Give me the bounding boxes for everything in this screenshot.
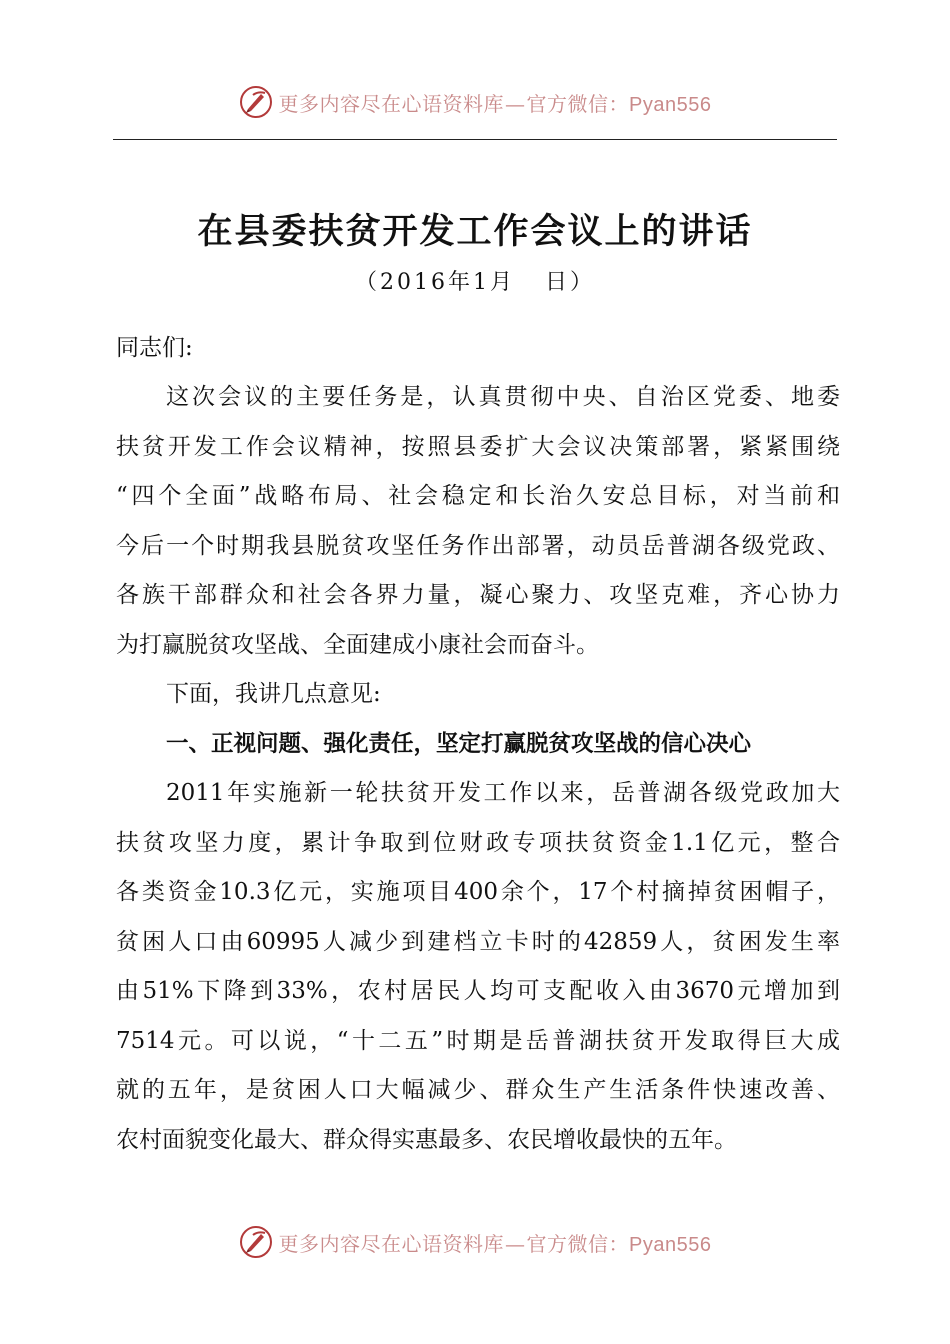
header-divider bbox=[113, 139, 837, 140]
paragraph-1 bbox=[116, 373, 840, 670]
paragraph-line: “四个全面”战略布局、社会稳定和长治久安总目标，对当前和 bbox=[116, 483, 840, 509]
paragraph-line: 2011年实施新一轮扶贫开发工作以来，岳普湖各级党政加大 bbox=[166, 780, 840, 806]
footer-banner bbox=[0, 1222, 950, 1262]
banner-slogan: 更多内容尽在心语资料库 bbox=[278, 91, 505, 116]
banner-wechat-id: Pyan556 bbox=[629, 1233, 712, 1256]
banner-wechat-label: 官方微信： bbox=[526, 1231, 630, 1256]
pen-nib-logo-icon bbox=[239, 85, 273, 119]
paragraph-line: 下面，我讲几点意见: bbox=[166, 681, 381, 707]
pen-nib-logo-icon bbox=[239, 1225, 273, 1259]
banner-separator: — bbox=[505, 91, 526, 116]
paragraph-line: 由51%下降到33%，农村居民人均可支配收入由3670元增加到 bbox=[116, 978, 840, 1004]
paragraph-line: 今后一个时期我县脱贫攻坚任务作出部署，动员岳普湖各级党政、 bbox=[116, 532, 840, 559]
paragraph-line: 7514元。可以说，“十二五”时期是岳普湖扶贫开发取得巨大成 bbox=[116, 1027, 840, 1054]
paragraph-line: 各类资金10.3亿元，实施项目400余个，17个村摘掉贫困帽子， bbox=[116, 879, 840, 905]
salutation-block bbox=[116, 324, 840, 374]
banner-wechat-id: Pyan556 bbox=[629, 93, 712, 116]
banner-wechat-label: 官方微信： bbox=[526, 91, 630, 116]
section-heading-1 bbox=[116, 720, 840, 770]
paragraph-line: 这次会议的主要任务是，认真贯彻中央、自治区党委、地委 bbox=[166, 384, 840, 410]
header-banner bbox=[0, 82, 950, 122]
paragraph-line: 贫困人口由60995人减少到建档立卡时的42859人，贫困发生率 bbox=[116, 928, 840, 955]
banner-text bbox=[279, 1228, 712, 1257]
paragraph-line: 就的五年，是贫困人口大幅减少、群众生产生活条件快速改善、 bbox=[116, 1077, 840, 1103]
banner-separator: — bbox=[505, 1231, 526, 1256]
paragraph-line: 为打赢脱贫攻坚战、全面建成小康社会而奋斗。 bbox=[116, 631, 599, 658]
banner-slogan: 更多内容尽在心语资料库 bbox=[278, 1231, 505, 1256]
salutation: 同志们: bbox=[116, 335, 193, 361]
banner-text bbox=[279, 88, 712, 117]
paragraph-3 bbox=[116, 769, 840, 1165]
paragraph-line: 农村面貌变化最大、群众得实惠最多、农民增收最快的五年。 bbox=[116, 1126, 737, 1153]
document-title: 在县委扶贫开发工作会议上的讲话 bbox=[197, 211, 753, 252]
document-date: （2016年1月 日） bbox=[355, 270, 595, 295]
paragraph-line: 扶贫攻坚力度，累计争取到位财政专项扶贫资金1.1亿元，整合 bbox=[116, 829, 840, 856]
paragraph-line: 扶贫开发工作会议精神，按照县委扩大会议决策部署，紧紧围绕 bbox=[116, 433, 840, 460]
section-heading: 一、正视问题、强化责任，坚定打赢脱贫攻坚战的信心决心 bbox=[166, 731, 752, 757]
paragraph-2 bbox=[116, 670, 840, 720]
paragraph-line: 各族干部群众和社会各界力量，凝心聚力、攻坚克难，齐心协力 bbox=[116, 582, 840, 608]
